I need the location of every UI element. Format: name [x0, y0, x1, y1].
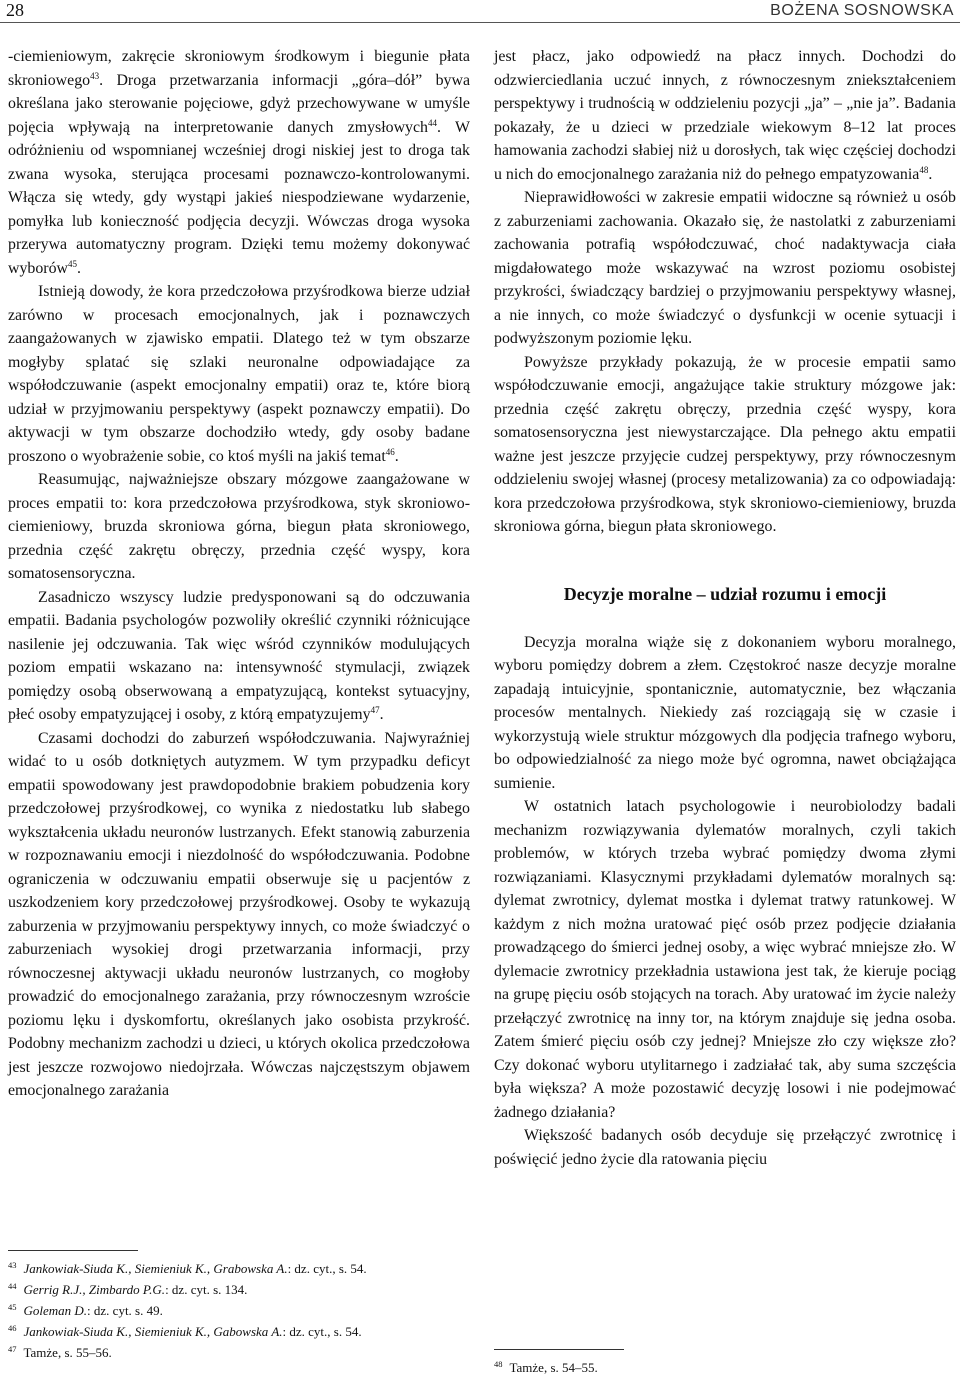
footnote-ref[interactable]: 45	[68, 258, 78, 269]
footnote-author: Gerrig R.J., Zimbardo P.G.	[23, 1282, 166, 1297]
paragraph	[494, 45, 956, 186]
footnote	[494, 1358, 956, 1379]
left-column	[8, 45, 470, 1103]
text: .	[928, 165, 933, 183]
paragraph: Nieprawidłowości w zakresie empatii widoczne są również u osób z zaburzeniami zachowania. Okazało się, że nastolatki z zaburzeniami zachowania potrafią współodczuwać, choć nadaktywacja ciała migdałowatego może wskazywać na wzrost poziomu osobistej przykrości, świadczący bardziej o przyjmowaniu perspektywy własnej, a nie innych, co może świadczyć o dysfunkcji w ocenie sytuacji i podwyższonym poziomie lęku.	[494, 189, 956, 347]
footnote-ref[interactable]: 48	[919, 164, 929, 175]
page-header	[0, 0, 960, 23]
text: Zasadniczo wszyscy ludzie predysponowani są do odczuwania empatii. Badania psychologów pozwoliły określić czynniki różnicujące nasilenie jej odczuwania. Tak więc wśród czynników modulujących poziom empatii wskazano na: intensywność stymulacji, związek pomiędzy osobą obserwowaną a empatyzującą, kontekst sytuacyjny, płeć osoby empatyzującej i osoby, z którą empatyzujemy	[8, 588, 470, 723]
footnote-number: 46	[8, 1323, 17, 1333]
footnotes-right	[494, 1349, 956, 1379]
footnote-text: Tamże, s. 54–55.	[509, 1360, 598, 1375]
footnote-ref[interactable]: 47	[370, 705, 380, 715]
footnote-ref[interactable]: 46	[385, 446, 395, 457]
footnote-text: : dz. cyt. s. 49.	[87, 1303, 163, 1318]
footnote-divider	[494, 1349, 624, 1350]
footnote	[8, 1343, 470, 1364]
paragraph	[8, 586, 470, 727]
section-heading: Decyzje moralne – udział rozumu i emocji	[563, 583, 887, 604]
text: jest płacz, jako odpowiedź na płacz innych. Dochodzi do odzwierciedlania uczuć innych, z równoczesnym zniekształceniem perspektywy i trudnością w oddzieleniu pozycji „ja” – „nie ja”. Badania pokazały, że u dzieci w przedziale wiekowym 8–12 lat proces hamowania zachodzi słabiej niż u dorosłych, tak więc częściej dochodzi u nich do emocjonalnego zarażania niż do pełnego empatyzowania	[494, 48, 956, 183]
footnote-number: 43	[8, 1260, 17, 1270]
paragraph: Reasumując, najważniejsze obszary mózgowe zaangażowane w proces empatii to: kora przedczołowa przyśrodkowa, styk skroniowo-ciemieniowy, bruzda skroniowa górna, biegun płata skroniowego, przednia część zakrętu obręczy, przednia część wyspy, kora somatosensoryczna.	[8, 471, 470, 582]
footnote-number: 47	[8, 1344, 17, 1354]
right-column	[494, 45, 956, 1171]
text: . W odróżnieniu od wspomnianej wcześniej drogi niskiej jest to droga tak zwana wysoka, sterująca procesami poznawczo-kontrolowanymi. Włącza się wtedy, gdy wystąpi jakieś niespodziewane wydarzenie, pomyłka lub konieczność podjęcia decyzji. Wówczas droga wysoka przerywa automatyczny program. Dzięki temu możemy dokonywać wyborów	[8, 118, 470, 277]
text: .	[394, 447, 399, 465]
footnote	[8, 1259, 470, 1280]
footnote-text: : dz. cyt., s. 54.	[287, 1261, 367, 1276]
footnote-ref[interactable]: 44	[428, 117, 438, 128]
footnote-number: 44	[8, 1281, 17, 1291]
paragraph: Czasami dochodzi do zaburzeń współodczuwania. Najwyraźniej widać to u osób dotkniętych autyzmem. W tym przypadku deficyt empatii spowodowany jest prawdopodobnie brakiem pobudzenia kory przedczołowej przyśrodkowej, co wynika z niedostatku lub słabego wykształcenia układu neuronów lustrzanych. Efekt stanowią zaburzenia w rozpoznawaniu emocji i niezdolność do współodczuwania. Podobne ograniczenia w odczuwaniu empatii obserwuje się u pacjentów z uszkodzeniem kory przedczołowej przyśrodkowej. Osoby te wykazują zaburzenia w przyjmowaniu perspektywy innych, co może świadczyć o zaburzeniach wysokiej drogi przetwarzania informacji, przy równoczesnej aktywacji układu neuronów lustrzanych, co mogłoby prowadzić do emocjonalnego zarażania, przy równoczesnym wzroście poziomu lęku i dyskomfortu, określanych jako osobista przykrość. Podobny mechanizm zachodzi u dzieci, u których okolica przedczołowa jest jeszcze rozwojowo niedojrzała. Wówczas najczęstszym objawem emocjonalnego zarażania	[8, 729, 470, 1099]
footnote-author: Goleman D.	[23, 1303, 88, 1318]
footnote-divider	[8, 1250, 138, 1251]
footnote	[8, 1322, 470, 1343]
footnote-number: 48	[494, 1359, 503, 1369]
footnotes-left	[8, 1250, 470, 1364]
footnote-author: Jankowiak-Siuda K., Siemieniuk K., Gabowska A.	[23, 1324, 283, 1339]
page-number: 28	[6, 0, 24, 20]
text: Istnieją dowody, że kora przedczołowa przyśrodkowa bierze udział zarówno w procesach emocjonalnych, jak i poznawczych zaangażowanych w zjawisko empatii. Dlatego też w tym obszarze mogłyby splatać się szlaki neuronalne odpowiadające za współodczuwanie (aspekt emocjonalny empatii) oraz te, które biorą udział w przyjmowaniu perspektywy (aspekt poznawczy empatii). Do aktywacji w tym obszarze dochodziło wtedy, gdy osoby badane proszono o wyobrażenie sobie, co ktoś myśli na jakiś temat	[8, 283, 470, 465]
footnote	[8, 1280, 470, 1301]
paragraph: W ostatnich latach psychologowie i neurobiolodzy badali mechanizm rozwiązywania dylematów moralnych, czyli takich problemów, w których trzeba wybrać pomiędzy dwoma złymi rozwiązaniami. Klasycznymi przykładami dylematów moralnych są: dylemat zwrotnicy, dylemat mostka i dylemat tratwy ratunkowej. W każdym z nich można uratować pięć osób przez podjęcie działania prowadzącego do śmierci jednej osoby, a więc wybrać mniejsze zło. W dylemacie zwrotnicy przekładnia ustawiona jest tak, że kieruje pociąg na grupę pięciu osób stojących na torach. Aby uratować im życie należy przełączyć zwrotnicę na inny tor, na którym znajduje się jedna osoba. Zatem śmierć pięciu osób czy jednej? Mniejsze zło czy większe zło? Czy dokonać wyboru utylitarnego i zadziałać tak, aby suma szczęścia była większa? A może pozostawić decyzję losowi i nie podejmować żadnego działania?	[494, 798, 956, 1121]
footnote	[8, 1301, 470, 1322]
paragraph: Powyższe przykłady pokazują, że w procesie empatii samo współodczuwanie emocji, angażujące takie struktury mózgowe jak: przednia część zakrętu obręczy, przednia część wyspy, kora somatosensoryczna jest niewystarczające. Dla pełnego aktu empatii ważne jest jeszcze przyjęcie cudzej perspektywy, przy równoczesnym oddzieleniu swojej własnej (procesy metalizowania) za co odpowiadają: kora przedczołowa przyśrodkowa, styk skroniowo-ciemieniowy, bruzda skroniowa górna, biegun płata skroniowego.	[494, 353, 956, 535]
text: . Droga przetwarzania informacji „góra–dół” bywa określana jako sterowanie pojęciowe, gdyż przechowywane w umyśle pojęcia wpływają na interpretowanie danych zmysłowych	[8, 71, 470, 136]
text: .	[379, 706, 384, 723]
footnote-ref[interactable]: 43	[90, 70, 100, 81]
paragraph	[8, 45, 470, 280]
text: -ciemieniowym, zakręcie skroniowym środkowym i biegunie płata skroniowego	[8, 48, 470, 89]
footnote-text: : dz. cyt., s. 54.	[282, 1324, 362, 1339]
text: .	[77, 259, 82, 277]
footnote-number: 45	[8, 1302, 17, 1312]
footnote-author: Jankowiak-Siuda K., Siemieniuk K., Grabowska A.	[23, 1261, 288, 1276]
paragraph	[8, 280, 470, 468]
footnote-text: Tamże, s. 55–56.	[23, 1345, 112, 1360]
running-head-author: BOŻENA SOSNOWSKA	[770, 2, 954, 19]
paragraph: Decyzja moralna wiąże się z dokonaniem wyboru moralnego, wyboru pomiędzy dobrem a złem. Częstokroć nasze decyzje moralne zapadają intuicyjnie, spontanicznie, automatycznie, bez włączania procesów mentalnych. Niekiedy zaś rozciągają się w czasie i wykorzystują wiele struktur mózgowych dla podjęcia trafnego wyboru, bo odpowiedzialność za niego może być ogromna, nawet obciążająca sumienie.	[494, 633, 956, 792]
footnote-text: : dz. cyt. s. 134.	[165, 1282, 248, 1297]
paragraph: Większość badanych osób decyduje się przełączyć zwrotnicę i poświęcić jedno życie dla ratowania pięciu	[494, 1127, 956, 1168]
